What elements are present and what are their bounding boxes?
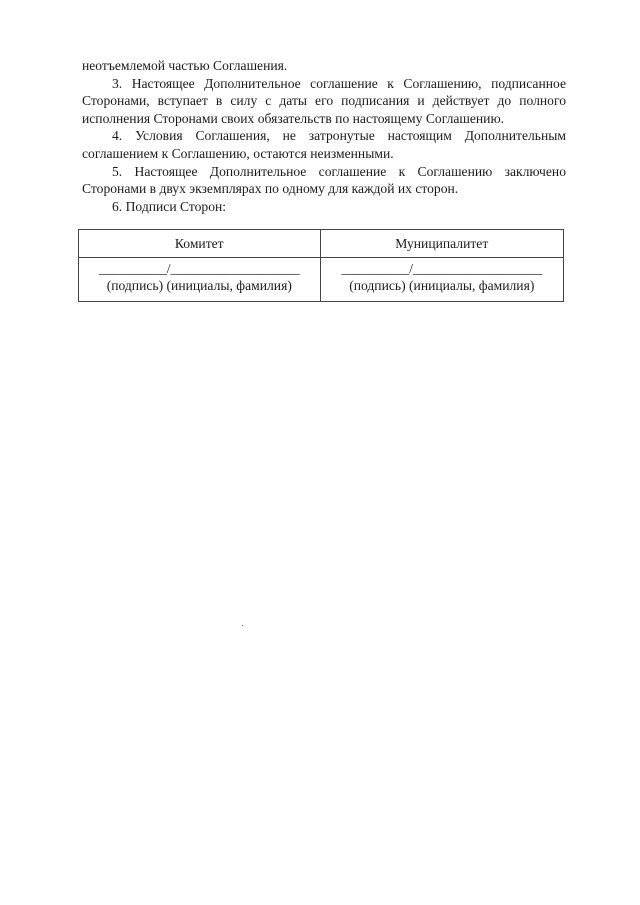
municipality-signature-cell xyxy=(320,258,563,302)
paragraph-continuation: неотъемлемой частью Соглашения. xyxy=(82,58,288,73)
paragraph-5: 5. Настоящее Дополнительное соглашение к Соглашению заключено Сторонами в двух экземплярах по одному для каждой их сторон. xyxy=(82,163,566,197)
municipality-header: Муниципалитет xyxy=(395,235,489,251)
committee-header-cell xyxy=(79,230,321,258)
municipality-signature-caption: (подпись) (инициалы, фамилия) xyxy=(349,278,535,293)
paragraph-3: 3. Настоящее Дополнительное соглашение к Соглашению, подписанное Сторонами, вступает в силу с даты его подписания и действует до полного исполнения Сторонами своих обязательств по настоящему Соглашению. xyxy=(82,75,566,126)
signatures-header-row xyxy=(79,230,564,258)
body-text xyxy=(82,57,566,215)
committee-signature-caption: (подпись) (инициалы, фамилия) xyxy=(106,278,292,293)
signatures-table xyxy=(78,229,564,302)
municipality-header-cell xyxy=(320,230,563,258)
municipality-signature-line: __________/___________________ xyxy=(341,261,543,276)
committee-signature-line: __________/___________________ xyxy=(98,261,300,276)
paragraph-6: 6. Подписи Сторон: xyxy=(112,198,227,214)
committee-signature-cell xyxy=(79,258,321,302)
scan-speck xyxy=(242,625,243,626)
committee-header: Комитет xyxy=(174,235,224,251)
signatures-body-row xyxy=(79,258,564,302)
paragraph-4: 4. Условия Соглашения, не затронутые настоящим Дополнительным соглашением к Соглашению, остаются неизменными. xyxy=(82,128,566,161)
